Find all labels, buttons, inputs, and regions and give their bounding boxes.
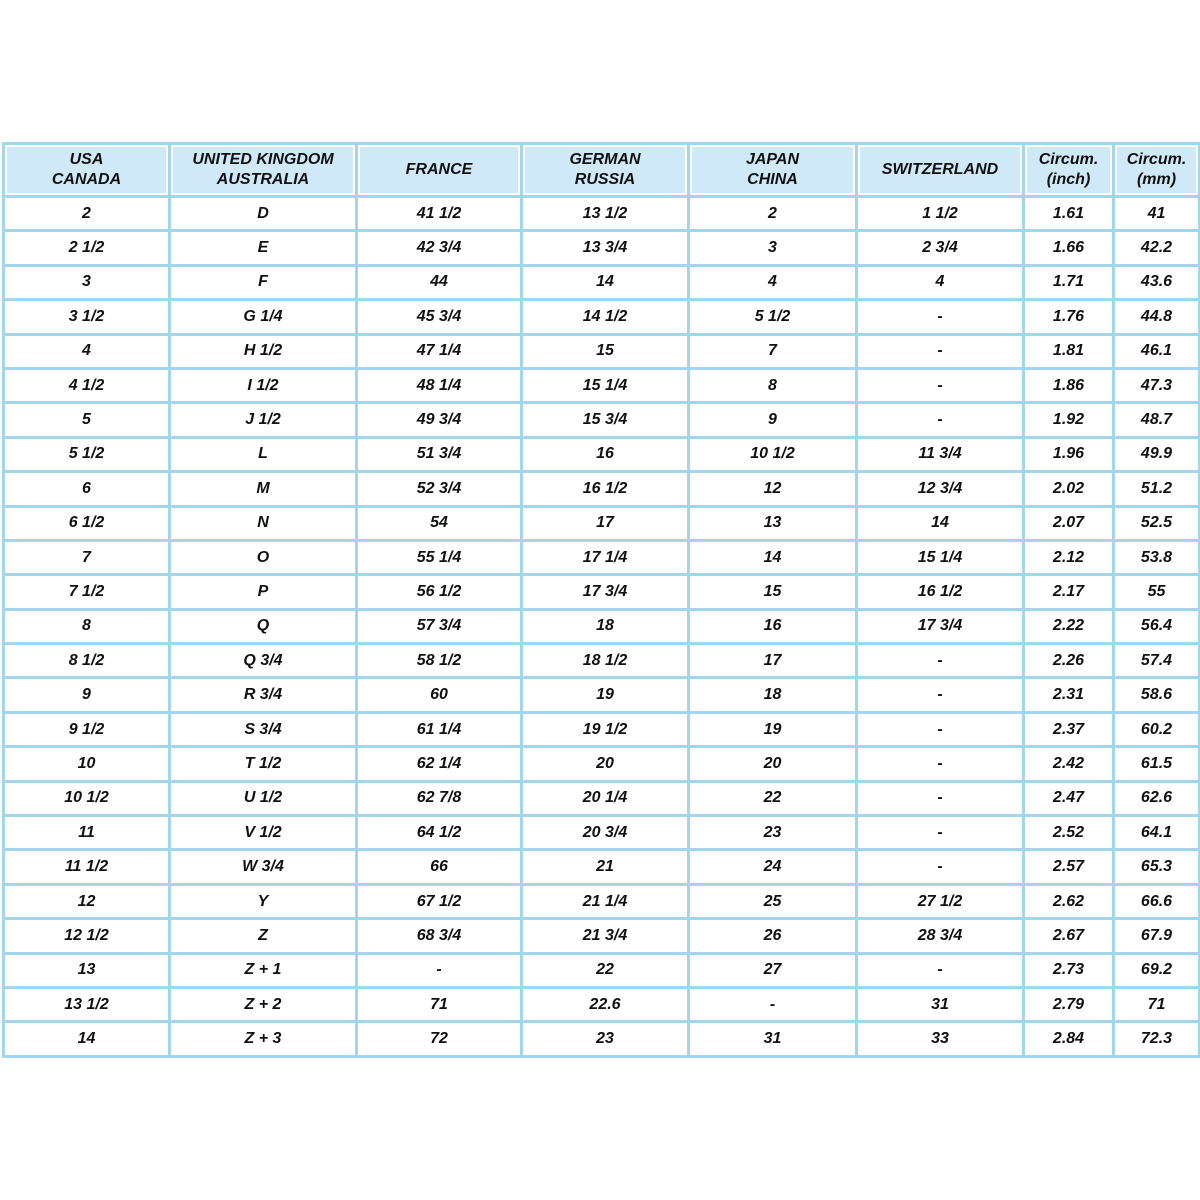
table-cell: Z + 1 — [170, 953, 357, 987]
table-cell: 17 — [689, 644, 857, 678]
table-cell: 72 — [357, 1022, 522, 1057]
table-cell: 24 — [689, 850, 857, 884]
table-cell: 9 — [689, 403, 857, 437]
table-cell: - — [857, 747, 1024, 781]
table-cell: 3 1/2 — [4, 300, 170, 334]
column-header-line: Circum. — [1126, 151, 1187, 169]
column-header-line: CHINA — [747, 171, 798, 188]
table-cell: 44 — [357, 265, 522, 299]
table-cell: - — [357, 953, 522, 987]
table-cell: 13 1/2 — [4, 987, 170, 1021]
table-cell: 41 1/2 — [357, 197, 522, 231]
table-cell: - — [857, 334, 1024, 368]
table-cell: - — [857, 850, 1024, 884]
table-cell: - — [857, 712, 1024, 746]
table-cell: 15 1/4 — [857, 540, 1024, 574]
table-row — [4, 437, 1200, 471]
table-cell: - — [857, 403, 1024, 437]
column-header-circum-mm — [1114, 144, 1200, 197]
table-row — [4, 712, 1200, 746]
table-cell: 1.66 — [1024, 231, 1114, 265]
table-cell: 2.47 — [1024, 781, 1114, 815]
table-cell: 17 1/4 — [522, 540, 689, 574]
table-cell: 1.71 — [1024, 265, 1114, 299]
column-header-german-russia — [522, 144, 689, 197]
column-header-line: UNITED KINGDOM — [192, 151, 334, 169]
table-cell: 5 1/2 — [4, 437, 170, 471]
table-cell: - — [857, 368, 1024, 402]
table-cell: 1 1/2 — [857, 197, 1024, 231]
table-cell: 31 — [689, 1022, 857, 1057]
table-cell: 62 7/8 — [357, 781, 522, 815]
table-row — [4, 816, 1200, 850]
table-cell: 67.9 — [1114, 919, 1200, 953]
table-cell: 58.6 — [1114, 678, 1200, 712]
table-cell: 49.9 — [1114, 437, 1200, 471]
table-cell: 23 — [689, 816, 857, 850]
table-cell: 16 — [689, 609, 857, 643]
table-cell: 2.22 — [1024, 609, 1114, 643]
table-cell: Z + 2 — [170, 987, 357, 1021]
table-row — [4, 300, 1200, 334]
table-cell: 19 1/2 — [522, 712, 689, 746]
table-cell: 49 3/4 — [357, 403, 522, 437]
table-cell: 64.1 — [1114, 816, 1200, 850]
table-row — [4, 540, 1200, 574]
table-row — [4, 953, 1200, 987]
ring-size-conversion-table — [2, 142, 1200, 1058]
table-cell: 2.17 — [1024, 575, 1114, 609]
table-cell: 12 3/4 — [857, 472, 1024, 506]
table-cell: Y — [170, 884, 357, 918]
table-cell: 66.6 — [1114, 884, 1200, 918]
table-cell: - — [857, 644, 1024, 678]
table-cell: 25 — [689, 884, 857, 918]
table-cell: E — [170, 231, 357, 265]
table-cell: 1.81 — [1024, 334, 1114, 368]
table-cell: 4 — [857, 265, 1024, 299]
table-cell: O — [170, 540, 357, 574]
column-header-line: SWITZERLAND — [881, 161, 999, 179]
table-cell: H 1/2 — [170, 334, 357, 368]
table-cell: 17 — [522, 506, 689, 540]
table-cell: 41 — [1114, 197, 1200, 231]
table-cell: 26 — [689, 919, 857, 953]
table-cell: 7 — [689, 334, 857, 368]
table-row — [4, 231, 1200, 265]
table-cell: 11 1/2 — [4, 850, 170, 884]
table-cell: 22.6 — [522, 987, 689, 1021]
table-cell: 17 3/4 — [522, 575, 689, 609]
table-cell: 2.37 — [1024, 712, 1114, 746]
table-cell: 21 1/4 — [522, 884, 689, 918]
table-cell: 51.2 — [1114, 472, 1200, 506]
table-cell: W 3/4 — [170, 850, 357, 884]
table-cell: 2.57 — [1024, 850, 1114, 884]
table-cell: 3 — [689, 231, 857, 265]
table-cell: 1.86 — [1024, 368, 1114, 402]
table-cell: P — [170, 575, 357, 609]
column-header-circum-inch — [1024, 144, 1114, 197]
table-cell: 72.3 — [1114, 1022, 1200, 1057]
table-cell: 20 1/4 — [522, 781, 689, 815]
table-cell: N — [170, 506, 357, 540]
table-row — [4, 403, 1200, 437]
table-cell: - — [857, 816, 1024, 850]
table-cell: 2.84 — [1024, 1022, 1114, 1057]
table-cell: Q 3/4 — [170, 644, 357, 678]
table-cell: 15 3/4 — [522, 403, 689, 437]
table-cell: 42.2 — [1114, 231, 1200, 265]
table-cell: 1.96 — [1024, 437, 1114, 471]
table-cell: 16 — [522, 437, 689, 471]
table-cell: M — [170, 472, 357, 506]
table-row — [4, 644, 1200, 678]
table-cell: 1.61 — [1024, 197, 1114, 231]
table-cell: 52.5 — [1114, 506, 1200, 540]
table-cell: 12 1/2 — [4, 919, 170, 953]
column-header-line: RUSSIA — [574, 171, 636, 188]
table-row — [4, 609, 1200, 643]
table-cell: 53.8 — [1114, 540, 1200, 574]
table-cell: 2 3/4 — [857, 231, 1024, 265]
table-cell: 21 3/4 — [522, 919, 689, 953]
table-cell: 62.6 — [1114, 781, 1200, 815]
column-header-line: GERMAN — [569, 151, 641, 169]
table-row — [4, 1022, 1200, 1057]
table-cell: 15 1/4 — [522, 368, 689, 402]
table-cell: 2.73 — [1024, 953, 1114, 987]
table-cell: F — [170, 265, 357, 299]
table-row — [4, 575, 1200, 609]
column-header-line: (inch) — [1046, 171, 1091, 188]
table-cell: 67 1/2 — [357, 884, 522, 918]
table-cell: 12 — [689, 472, 857, 506]
table-cell: 1.76 — [1024, 300, 1114, 334]
column-header-switzerland — [857, 144, 1024, 197]
table-cell: 45 3/4 — [357, 300, 522, 334]
table-cell: 47.3 — [1114, 368, 1200, 402]
table-cell: 17 3/4 — [857, 609, 1024, 643]
ring-size-conversion-table-container — [2, 142, 1198, 1058]
table-row — [4, 884, 1200, 918]
table-cell: 61 1/4 — [357, 712, 522, 746]
table-cell: 11 — [4, 816, 170, 850]
table-cell: 10 1/2 — [689, 437, 857, 471]
column-header-line: Circum. — [1038, 151, 1099, 169]
table-cell: 68 3/4 — [357, 919, 522, 953]
table-cell: 7 — [4, 540, 170, 574]
table-cell: 15 — [689, 575, 857, 609]
table-cell: 15 — [522, 334, 689, 368]
table-cell: 8 — [689, 368, 857, 402]
table-cell: 2.52 — [1024, 816, 1114, 850]
table-cell: 56.4 — [1114, 609, 1200, 643]
table-cell: Z — [170, 919, 357, 953]
table-cell: 55 1/4 — [357, 540, 522, 574]
table-cell: S 3/4 — [170, 712, 357, 746]
table-cell: 1.92 — [1024, 403, 1114, 437]
table-row — [4, 747, 1200, 781]
table-cell: 47 1/4 — [357, 334, 522, 368]
table-cell: 9 1/2 — [4, 712, 170, 746]
table-cell: - — [689, 987, 857, 1021]
table-cell: L — [170, 437, 357, 471]
column-header-france — [357, 144, 522, 197]
table-cell: 65.3 — [1114, 850, 1200, 884]
column-header-uk-australia — [170, 144, 357, 197]
table-cell: 11 3/4 — [857, 437, 1024, 471]
table-cell: 10 1/2 — [4, 781, 170, 815]
table-cell: 48.7 — [1114, 403, 1200, 437]
column-header-japan-china — [689, 144, 857, 197]
table-row — [4, 368, 1200, 402]
table-cell: 19 — [689, 712, 857, 746]
table-row — [4, 987, 1200, 1021]
table-cell: 66 — [357, 850, 522, 884]
table-row — [4, 919, 1200, 953]
table-cell: 44.8 — [1114, 300, 1200, 334]
table-cell: 6 1/2 — [4, 506, 170, 540]
table-cell: 13 — [689, 506, 857, 540]
table-row — [4, 472, 1200, 506]
column-header-line: AUSTRALIA — [216, 171, 310, 188]
column-header-line: USA — [69, 151, 104, 169]
table-cell: 14 — [689, 540, 857, 574]
table-cell: 3 — [4, 265, 170, 299]
table-cell: 60 — [357, 678, 522, 712]
table-cell: 57 3/4 — [357, 609, 522, 643]
table-cell: 16 1/2 — [522, 472, 689, 506]
table-cell: 51 3/4 — [357, 437, 522, 471]
table-cell: 43.6 — [1114, 265, 1200, 299]
table-cell: 4 1/2 — [4, 368, 170, 402]
table-cell: 20 — [522, 747, 689, 781]
table-cell: 23 — [522, 1022, 689, 1057]
table-cell: - — [857, 781, 1024, 815]
table-cell: 2.02 — [1024, 472, 1114, 506]
table-cell: 4 — [4, 334, 170, 368]
table-cell: 14 — [4, 1022, 170, 1057]
table-cell: 13 1/2 — [522, 197, 689, 231]
table-cell: 2.62 — [1024, 884, 1114, 918]
table-cell: 2.42 — [1024, 747, 1114, 781]
table-cell: 60.2 — [1114, 712, 1200, 746]
table-cell: 5 — [4, 403, 170, 437]
table-cell: 57.4 — [1114, 644, 1200, 678]
table-cell: 31 — [857, 987, 1024, 1021]
table-cell: 22 — [689, 781, 857, 815]
table-cell: - — [857, 300, 1024, 334]
table-cell: 7 1/2 — [4, 575, 170, 609]
table-cell: I 1/2 — [170, 368, 357, 402]
table-cell: 2 — [689, 197, 857, 231]
table-cell: 27 1/2 — [857, 884, 1024, 918]
table-cell: Z + 3 — [170, 1022, 357, 1057]
table-cell: 22 — [522, 953, 689, 987]
column-header-line: CANADA — [51, 171, 122, 188]
table-cell: T 1/2 — [170, 747, 357, 781]
table-row — [4, 265, 1200, 299]
table-row — [4, 781, 1200, 815]
table-cell: 8 — [4, 609, 170, 643]
table-cell: 13 3/4 — [522, 231, 689, 265]
table-cell: 20 — [689, 747, 857, 781]
table-cell: 56 1/2 — [357, 575, 522, 609]
table-cell: J 1/2 — [170, 403, 357, 437]
table-cell: 5 1/2 — [689, 300, 857, 334]
table-cell: 33 — [857, 1022, 1024, 1057]
table-cell: 2.07 — [1024, 506, 1114, 540]
table-cell: 13 — [4, 953, 170, 987]
table-cell: G 1/4 — [170, 300, 357, 334]
table-cell: - — [857, 953, 1024, 987]
table-cell: 6 — [4, 472, 170, 506]
table-cell: 18 — [522, 609, 689, 643]
table-cell: 12 — [4, 884, 170, 918]
column-header-usa-canada — [4, 144, 170, 197]
table-body — [4, 197, 1200, 1057]
table-cell: 54 — [357, 506, 522, 540]
table-cell: 55 — [1114, 575, 1200, 609]
column-header-line: JAPAN — [745, 151, 800, 169]
table-cell: 18 1/2 — [522, 644, 689, 678]
table-cell: 8 1/2 — [4, 644, 170, 678]
table-cell: 28 3/4 — [857, 919, 1024, 953]
table-cell: 71 — [357, 987, 522, 1021]
table-cell: 18 — [689, 678, 857, 712]
table-row — [4, 506, 1200, 540]
table-cell: 9 — [4, 678, 170, 712]
table-cell: 42 3/4 — [357, 231, 522, 265]
table-cell: Q — [170, 609, 357, 643]
table-row — [4, 678, 1200, 712]
table-cell: 21 — [522, 850, 689, 884]
table-cell: D — [170, 197, 357, 231]
column-header-line: (mm) — [1136, 171, 1177, 188]
table-cell: 2.12 — [1024, 540, 1114, 574]
table-cell: 14 — [522, 265, 689, 299]
table-cell: 64 1/2 — [357, 816, 522, 850]
table-cell: 52 3/4 — [357, 472, 522, 506]
table-cell: 61.5 — [1114, 747, 1200, 781]
table-cell: 10 — [4, 747, 170, 781]
table-cell: 48 1/4 — [357, 368, 522, 402]
table-row — [4, 334, 1200, 368]
table-cell: 2.79 — [1024, 987, 1114, 1021]
table-cell: 2 — [4, 197, 170, 231]
table-cell: 2.31 — [1024, 678, 1114, 712]
table-cell: 16 1/2 — [857, 575, 1024, 609]
table-cell: 4 — [689, 265, 857, 299]
table-row — [4, 197, 1200, 231]
table-cell: 20 3/4 — [522, 816, 689, 850]
table-cell: 62 1/4 — [357, 747, 522, 781]
table-cell: 14 — [857, 506, 1024, 540]
table-cell: U 1/2 — [170, 781, 357, 815]
table-cell: - — [857, 678, 1024, 712]
table-cell: 71 — [1114, 987, 1200, 1021]
table-header-row — [4, 144, 1200, 197]
table-cell: 2.26 — [1024, 644, 1114, 678]
table-row — [4, 850, 1200, 884]
table-cell: 2.67 — [1024, 919, 1114, 953]
table-cell: 14 1/2 — [522, 300, 689, 334]
table-cell: 69.2 — [1114, 953, 1200, 987]
table-cell: 19 — [522, 678, 689, 712]
table-cell: R 3/4 — [170, 678, 357, 712]
table-cell: 27 — [689, 953, 857, 987]
column-header-line: FRANCE — [405, 161, 473, 179]
table-cell: 2 1/2 — [4, 231, 170, 265]
table-cell: 58 1/2 — [357, 644, 522, 678]
table-cell: 46.1 — [1114, 334, 1200, 368]
table-cell: V 1/2 — [170, 816, 357, 850]
